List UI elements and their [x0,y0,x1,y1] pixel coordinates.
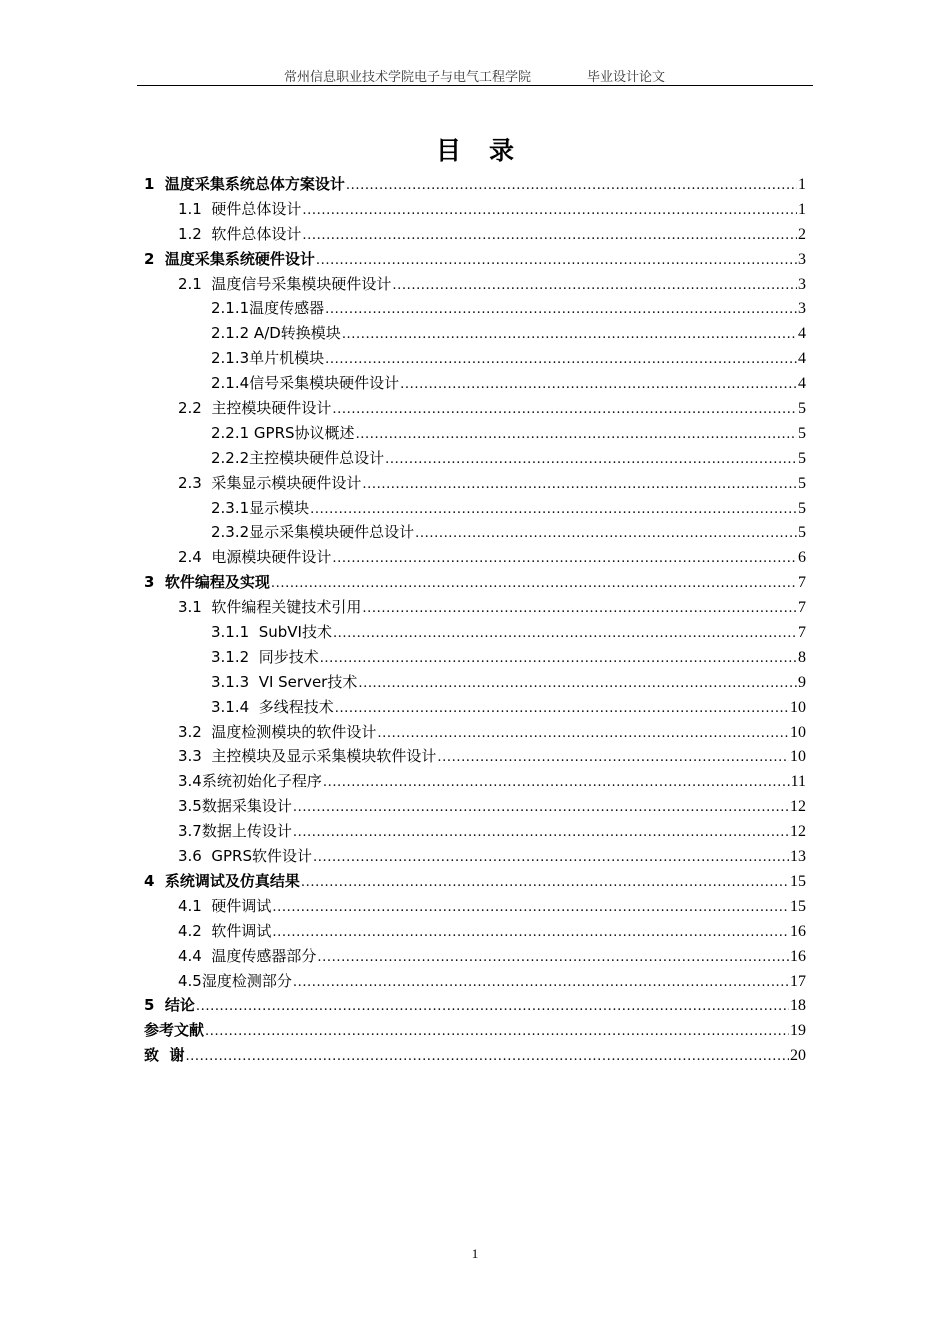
toc-entry-label: 2.3.2显示采集模块硬件总设计 [211,523,415,542]
toc-leader-dots [332,402,797,417]
toc-entry-page: 7 [798,624,806,642]
toc-entry-page: 16 [790,947,806,965]
toc-entry-page: 9 [798,673,806,691]
toc-entry-label: 3.3 主控模块及显示采集模块软件设计 [178,747,437,766]
toc-entry-label: 4.4 温度传感器部分 [178,946,317,965]
toc-entry-label: 3.2 温度检测模块的软件设计 [178,722,377,741]
toc-entry-page: 19 [790,1022,806,1040]
toc-leader-dots [362,477,797,492]
toc-entry-label: 2.1.3单片机模块 [211,349,325,368]
toc-entry[interactable] [144,422,806,447]
toc-leader-dots [385,452,797,467]
toc-entry-label: 致 谢 [144,1046,185,1065]
toc-entry[interactable] [144,571,806,596]
toc-leader-dots [317,950,789,965]
toc-entry-label: 2.2.2主控模块硬件总设计 [211,448,385,467]
toc-entry-page: 20 [790,1047,806,1065]
toc-entry-page: 5 [798,474,806,492]
toc-entry-label: 3.1.1 SubVI技术 [211,623,332,642]
toc-leader-dots [272,925,789,940]
toc-leader-dots [325,302,797,317]
toc-leader-dots [392,278,797,293]
toc-leader-dots [302,228,797,243]
toc-entry[interactable] [144,322,806,347]
toc-leader-dots [293,825,789,840]
toc-entry-page: 18 [790,997,806,1015]
toc-title: 目录 [435,136,542,165]
toc-entry-label: 1 温度采集系统总体方案设计 [144,175,345,193]
toc-entry-label: 2.1 温度信号采集模块硬件设计 [178,274,392,293]
toc-entry-label: 2 温度采集系统硬件设计 [144,249,315,268]
toc-entry[interactable] [144,521,806,546]
toc-entry-page: 7 [798,599,806,617]
toc-entry-page: 1 [798,176,806,193]
toc-entry[interactable] [144,621,806,646]
toc-leader-dots [362,601,797,616]
toc-leader-dots [400,377,797,392]
toc-entry-page: 2 [798,225,806,243]
toc-entry-page: 5 [798,400,806,418]
toc-entry[interactable] [144,945,806,970]
toc-leader-dots [185,1049,789,1064]
toc-entry[interactable] [144,297,806,322]
toc-entry[interactable] [144,1044,806,1069]
toc-entry[interactable] [144,347,806,372]
header-rule [137,85,813,86]
toc-entry[interactable] [144,770,806,795]
toc-entry-page: 10 [790,698,806,716]
toc-entry-page: 15 [790,872,806,890]
toc-leader-dots [320,651,797,666]
toc-entry[interactable] [144,970,806,995]
toc-entry-page: 10 [790,748,806,766]
table-of-contents [144,173,806,1069]
toc-entry-label: 4.1 硬件调试 [178,896,272,915]
toc-entry-page: 4 [798,325,806,343]
toc-entry[interactable] [144,497,806,522]
toc-entry-page: 16 [790,922,806,940]
toc-entry-page: 6 [798,549,806,567]
toc-entry-label: 2.1.1温度传感器 [211,299,325,318]
toc-entry-page: 5 [798,524,806,542]
toc-leader-dots [335,701,789,716]
toc-entry-label: 3.4系统初始化子程序 [178,772,322,791]
toc-leader-dots [437,750,789,765]
toc-leader-dots [358,676,797,691]
toc-entry-label: 2.1.4信号采集模块硬件设计 [211,374,400,393]
page-number: 1 [471,1246,479,1261]
toc-entry-label: 参考文献 [144,1021,205,1040]
toc-entry-label: 2.2 主控模块硬件设计 [178,399,332,418]
toc-leader-dots [313,850,789,865]
toc-leader-dots [332,551,797,566]
toc-entry-page: 13 [790,848,806,866]
toc-entry[interactable] [144,546,806,571]
toc-entry-label: 3 软件编程及实现 [144,573,270,592]
toc-entry[interactable] [144,198,806,223]
toc-leader-dots [323,775,790,790]
toc-entry-page: 12 [790,798,806,816]
toc-leader-dots [356,427,797,442]
toc-leader-dots [325,352,797,367]
toc-entry[interactable] [144,472,806,497]
toc-leader-dots [272,900,789,915]
toc-leader-dots [342,327,797,342]
toc-entry[interactable] [144,920,806,945]
toc-leader-dots [346,178,797,193]
toc-entry-label: 2.3 采集显示模块硬件设计 [178,473,362,492]
toc-entry-label: 3.7数据上传设计 [178,822,292,841]
toc-entry[interactable] [144,1019,806,1044]
toc-entry-page: 15 [790,897,806,915]
toc-leader-dots [333,626,797,641]
toc-leader-dots [293,975,789,990]
toc-entry[interactable] [144,820,806,845]
toc-entry-label: 2.1.2 A/D转换模块 [211,324,341,343]
toc-entry-page: 5 [798,499,806,517]
toc-leader-dots [415,526,797,541]
toc-entry-label: 3.1.3 VI Server技术 [211,672,358,691]
toc-leader-dots [293,800,789,815]
toc-entry[interactable] [144,397,806,422]
toc-entry-page: 3 [798,250,806,268]
toc-leader-dots [310,502,797,517]
toc-entry-page: 4 [798,350,806,368]
toc-leader-dots [271,576,797,591]
toc-entry-page: 5 [798,424,806,442]
toc-entry[interactable] [144,895,806,920]
toc-leader-dots [377,726,789,741]
toc-entry-page: 11 [790,773,806,791]
toc-entry-label: 4 系统调试及仿真结果 [144,871,300,890]
toc-leader-dots [205,1024,789,1039]
toc-entry-page: 1 [798,200,806,218]
toc-entry-label: 3.1.2 同步技术 [211,647,319,666]
toc-leader-dots [316,253,797,268]
toc-entry[interactable] [144,223,806,248]
toc-entry-page: 3 [798,300,806,318]
header-school: 常州信息职业技术学院电子与电气工程学院 [284,70,532,85]
toc-entry-page: 17 [790,972,806,990]
toc-entry-label: 2.3.1显示模块 [211,498,310,517]
toc-entry-label: 3.1.4 多线程技术 [211,697,334,716]
toc-entry-page: 8 [798,648,806,666]
toc-entry-label: 2.4 电源模块硬件设计 [178,548,332,567]
toc-entry-label: 2.2.1 GPRS协议概述 [211,423,355,442]
toc-entry-label: 5 结论 [144,996,195,1015]
toc-entry[interactable] [144,870,806,895]
toc-entry[interactable] [144,173,806,198]
toc-entry-page: 4 [798,375,806,393]
toc-entry-label: 4.2 软件调试 [178,921,272,940]
toc-entry-label: 1.2 软件总体设计 [178,224,302,243]
toc-entry[interactable] [144,994,806,1019]
toc-entry[interactable] [144,372,806,397]
toc-entry[interactable] [144,646,806,671]
toc-leader-dots [301,875,789,890]
toc-entry-page: 10 [790,723,806,741]
toc-leader-dots [302,203,797,218]
toc-entry[interactable] [144,795,806,820]
toc-entry-page: 12 [790,823,806,841]
toc-entry[interactable] [144,447,806,472]
toc-entry[interactable] [144,273,806,298]
toc-entry-label: 1.1 硬件总体设计 [178,199,302,218]
toc-entry-label: 3.1 软件编程关键技术引用 [178,598,362,617]
toc-entry[interactable] [144,671,806,696]
toc-entry[interactable] [144,596,806,621]
toc-entry[interactable] [144,745,806,770]
toc-entry[interactable] [144,721,806,746]
toc-entry[interactable] [144,248,806,273]
toc-entry-page: 7 [798,574,806,592]
toc-entry-page: 5 [798,449,806,467]
toc-entry-label: 3.5数据采集设计 [178,797,292,816]
header-doc-type: 毕业设计论文 [587,70,666,85]
toc-entry[interactable] [144,696,806,721]
toc-entry-page: 3 [798,275,806,293]
toc-leader-dots [196,999,789,1014]
toc-entry[interactable] [144,845,806,870]
toc-entry-label: 4.5湿度检测部分 [178,971,292,990]
toc-entry-label: 3.6 GPRS软件设计 [178,847,313,866]
